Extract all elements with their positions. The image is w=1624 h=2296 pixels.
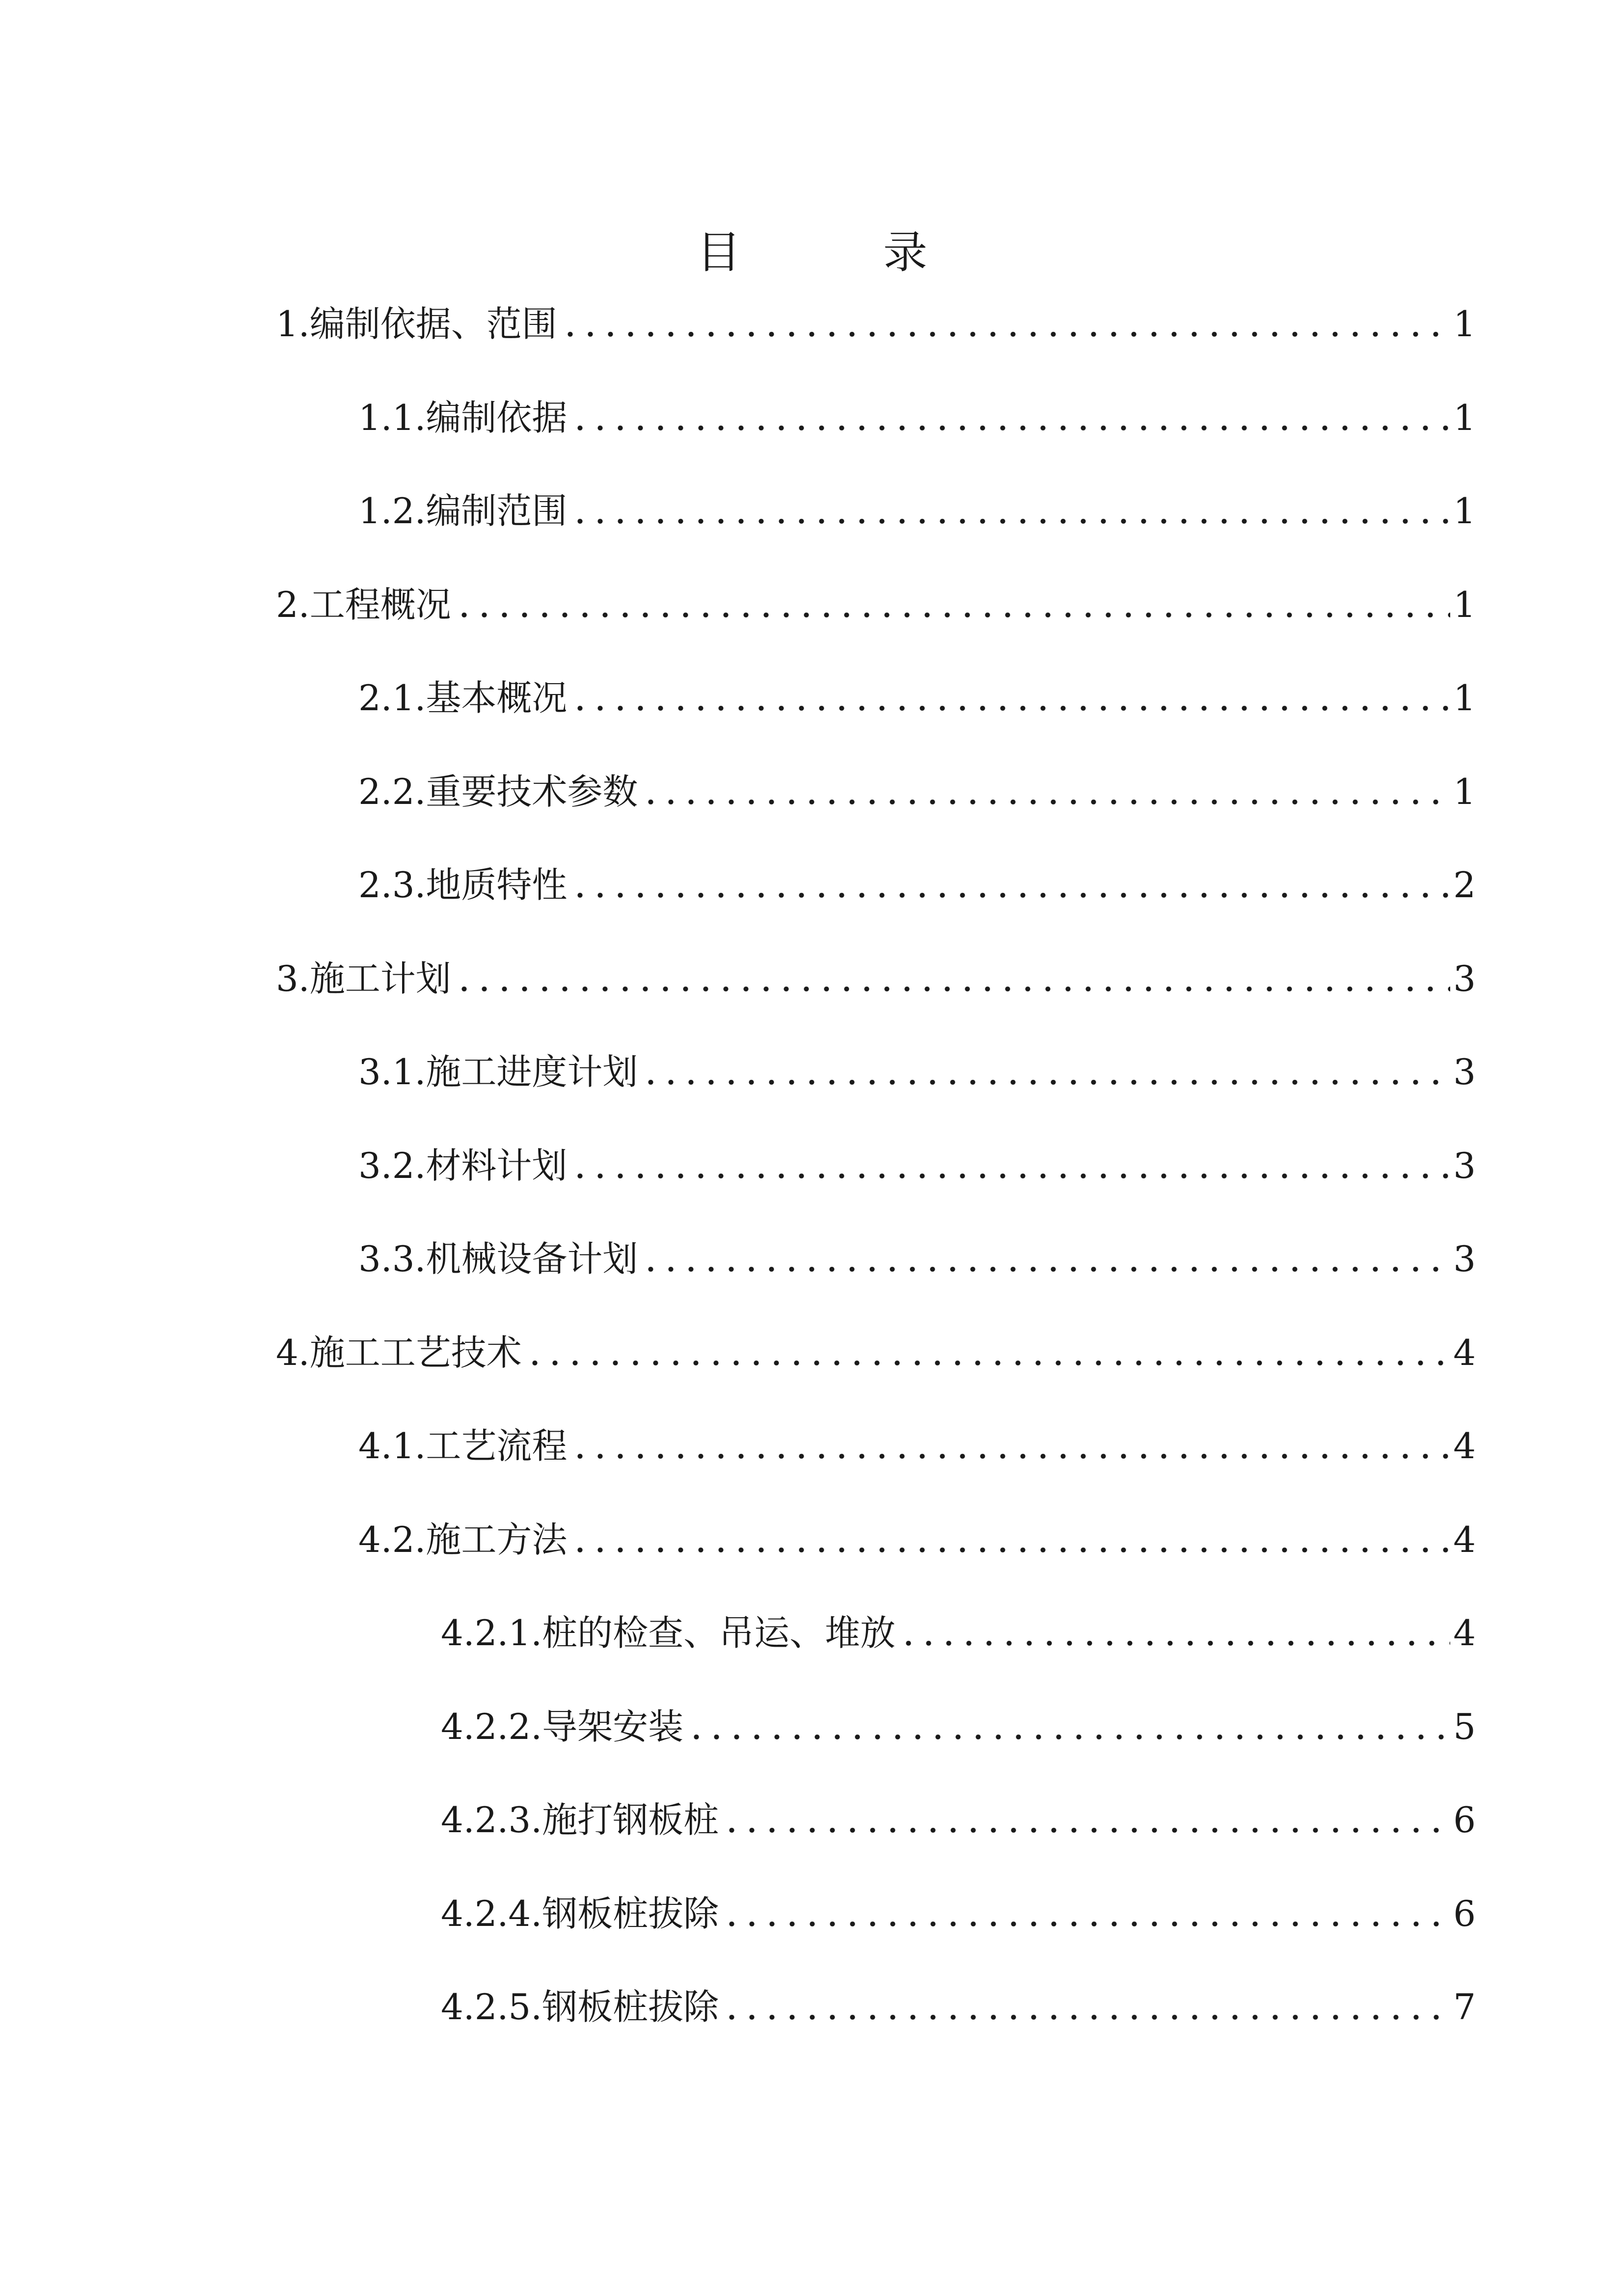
dot-leader	[722, 2015, 1450, 2020]
toc-entry-page-number: 1	[1453, 397, 1476, 438]
dot-leader	[722, 1922, 1450, 1926]
dot-leader	[570, 1548, 1450, 1552]
toc-entry-label: 2.工程概况	[276, 584, 451, 625]
toc-entry-label: 4.2.3.施打钢板桩	[441, 1799, 719, 1841]
toc-entry-page-number: 4	[1453, 1332, 1476, 1373]
dot-leader	[560, 332, 1450, 337]
toc-entry-page-number: 4	[1453, 1612, 1476, 1654]
toc-entry-page-number: 1	[1453, 677, 1476, 719]
toc-entry[interactable]	[358, 668, 1476, 722]
toc-entry[interactable]	[441, 1697, 1476, 1751]
toc-entry-label: 2.3.地质特性	[358, 864, 568, 906]
toc-entry-label: 3.施工计划	[276, 958, 451, 999]
toc-entry-label: 1.1.编制依据	[358, 397, 568, 438]
toc-entry-page-number: 3	[1453, 1051, 1476, 1093]
dot-leader	[454, 613, 1450, 617]
dot-leader	[686, 1735, 1450, 1739]
toc-entry-label: 4.2.2.导架安装	[441, 1706, 684, 1747]
toc-entry-label: 4.2.1.桩的检查、吊运、堆放	[441, 1612, 896, 1654]
toc-entry-label: 1.2.编制范围	[358, 490, 568, 532]
toc-entry-page-number: 1	[1453, 303, 1476, 345]
toc-entry[interactable]	[276, 294, 1476, 348]
toc-entry[interactable]	[358, 388, 1476, 442]
page-title: 目 录	[697, 227, 976, 279]
toc-entry[interactable]	[441, 1790, 1476, 1844]
toc-entry-label: 3.2.材料计划	[358, 1145, 568, 1186]
dot-leader	[570, 706, 1450, 711]
toc-entry[interactable]	[358, 762, 1476, 816]
toc-entry[interactable]	[276, 575, 1476, 629]
toc-entry[interactable]	[441, 1603, 1476, 1657]
toc-entry-page-number: 3	[1453, 1238, 1476, 1280]
toc-entry[interactable]	[358, 1229, 1476, 1283]
toc-entry-page-number: 7	[1453, 1986, 1476, 2028]
toc-entry-label: 4.1.工艺流程	[358, 1425, 568, 1467]
dot-leader	[898, 1641, 1450, 1646]
toc-entry[interactable]	[358, 1510, 1476, 1564]
dot-leader	[454, 987, 1450, 991]
toc-entry-page-number: 1	[1453, 490, 1476, 532]
dot-leader	[641, 800, 1450, 804]
toc-entry-label: 4.施工工艺技术	[276, 1332, 522, 1373]
toc-entry[interactable]	[358, 1136, 1476, 1190]
toc-entry-label: 4.2.4.钢板桩拔除	[441, 1893, 719, 1934]
dot-leader	[570, 1454, 1450, 1459]
toc-entry-label: 2.1.基本概况	[358, 677, 568, 719]
toc-entry[interactable]	[441, 1884, 1476, 1938]
toc-entry-page-number: 2	[1453, 864, 1476, 906]
toc-entry[interactable]	[276, 949, 1476, 1003]
toc-entry-page-number: 1	[1453, 584, 1476, 625]
toc-entry[interactable]	[358, 1416, 1476, 1470]
toc-entry-label: 4.2.5.钢板桩拔除	[441, 1986, 719, 2028]
toc-entry-page-number: 3	[1453, 1145, 1476, 1186]
dot-leader	[570, 426, 1450, 430]
toc-entry-page-number: 4	[1453, 1425, 1476, 1467]
dot-leader	[570, 1174, 1450, 1178]
toc-entry-label: 4.2.施工方法	[358, 1519, 568, 1560]
toc-entry[interactable]	[358, 481, 1476, 535]
dot-leader	[525, 1361, 1450, 1365]
toc-entry-label: 1.编制依据、范围	[276, 303, 557, 345]
toc-entry-page-number: 1	[1453, 771, 1476, 812]
toc-entry[interactable]	[358, 1042, 1476, 1096]
toc-entry[interactable]	[441, 1977, 1476, 2031]
toc-entry-label: 2.2.重要技术参数	[358, 771, 638, 812]
toc-entry-label: 3.1.施工进度计划	[358, 1051, 638, 1093]
toc-entry-label: 3.3.机械设备计划	[358, 1238, 638, 1280]
dot-leader	[570, 519, 1450, 524]
dot-leader	[641, 1267, 1450, 1272]
toc-entry-page-number: 4	[1453, 1519, 1476, 1560]
toc-entry-page-number: 3	[1453, 958, 1476, 999]
toc-entry[interactable]	[276, 1323, 1476, 1377]
toc-entry-page-number: 6	[1453, 1799, 1476, 1841]
dot-leader	[722, 1828, 1450, 1833]
dot-leader	[570, 893, 1450, 898]
toc-entry[interactable]	[358, 855, 1476, 909]
toc-entry-page-number: 6	[1453, 1893, 1476, 1934]
dot-leader	[641, 1080, 1450, 1085]
toc-entry-page-number: 5	[1453, 1706, 1476, 1747]
